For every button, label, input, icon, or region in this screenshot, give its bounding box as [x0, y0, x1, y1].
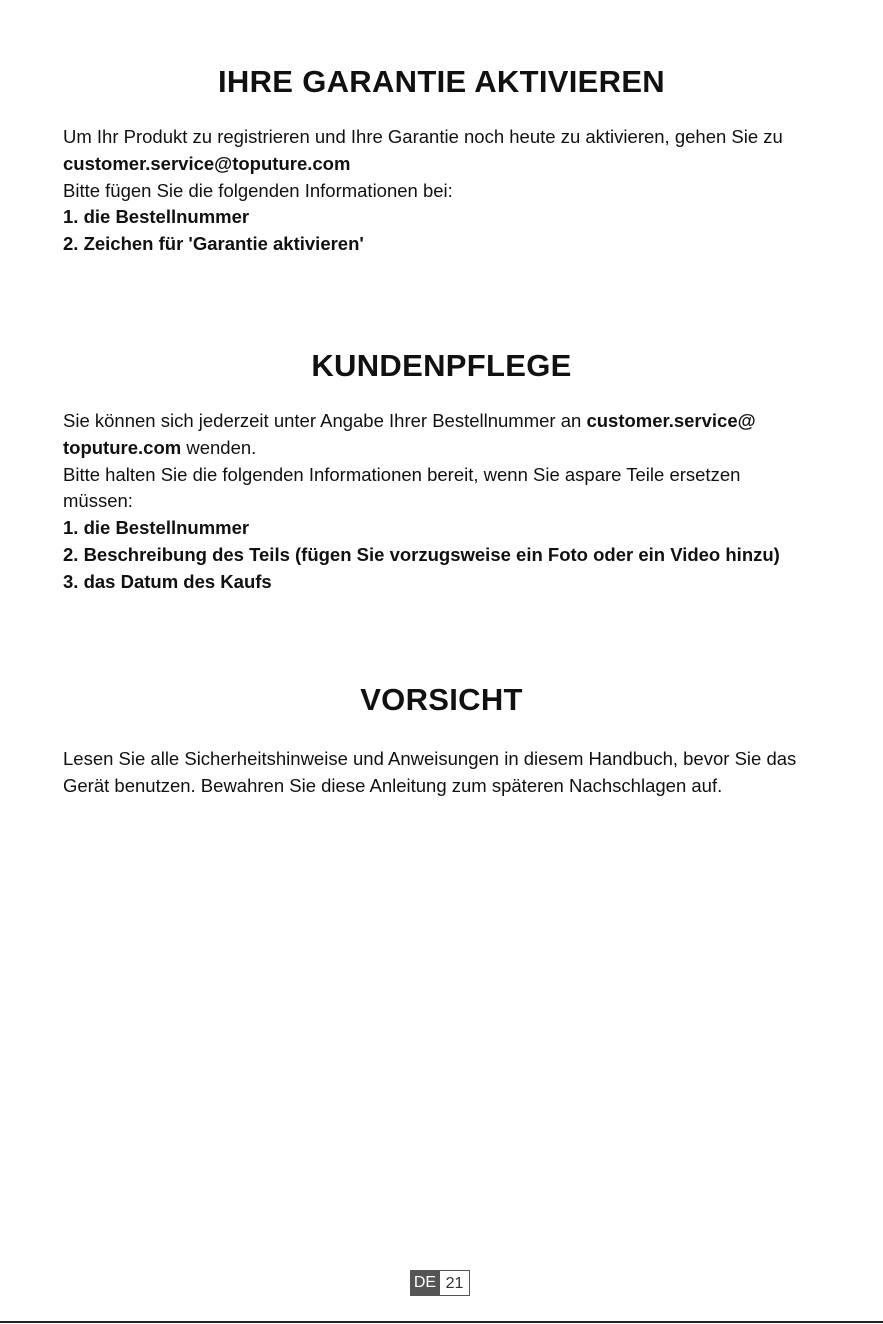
page-number: 21	[440, 1270, 470, 1296]
care-email-part2-link[interactable]: toputure.com	[63, 436, 182, 458]
care-body	[63, 408, 823, 596]
care-item-3: 3. das Datum des Kaufs	[63, 570, 272, 592]
care-item-2: 2. Beschreibung des Teils (fügen Sie vorzugsweise ein Foto oder ein Video hinzu)	[63, 543, 780, 565]
warranty-title: IHRE GARANTIE AKTIVIEREN	[218, 64, 665, 99]
care-intro: Sie können sich jederzeit unter Angabe Ihrer Bestellnummer an	[63, 410, 582, 431]
caution-title: VORSICHT	[360, 682, 523, 717]
warranty-body	[63, 124, 823, 258]
care-intro-line	[63, 408, 823, 435]
care-title: KUNDENPFLEGE	[311, 348, 572, 383]
warranty-include-text: Bitte fügen Sie die folgenden Informationen bei:	[63, 179, 453, 201]
care-intro-line-2	[63, 435, 823, 462]
caution-line-1: Lesen Sie alle Sicherheitshinweise und Anweisungen in diesem Handbuch, bevor Sie das	[63, 748, 797, 769]
warranty-intro: Um Ihr Produkt zu registrieren und Ihre Garantie noch heute zu aktivieren, gehen Sie zu	[63, 126, 783, 147]
page-badge	[410, 1270, 470, 1296]
care-email-part1-link[interactable]: customer.service@	[586, 410, 756, 431]
care-ready-line-2: müssen:	[63, 490, 133, 512]
care-intro-end: wenden.	[186, 436, 257, 458]
warranty-item-1: 1. die Bestellnummer	[63, 206, 250, 228]
caution-line-2: Gerät benutzen. Bewahren Sie diese Anleitung zum späteren Nachschlagen auf.	[63, 774, 723, 796]
bottom-divider	[0, 1321, 883, 1323]
warranty-item-2: 2. Zeichen für 'Garantie aktivieren'	[63, 233, 364, 255]
warranty-email-link[interactable]: customer.service@toputure.com	[63, 152, 351, 174]
language-badge: DE	[410, 1270, 440, 1296]
caution-body	[63, 746, 823, 800]
care-ready-line-1: Bitte halten Sie die folgenden Informationen bereit, wenn Sie aspare Teile ersetzen	[63, 463, 741, 485]
care-item-1: 1. die Bestellnummer	[63, 517, 250, 539]
